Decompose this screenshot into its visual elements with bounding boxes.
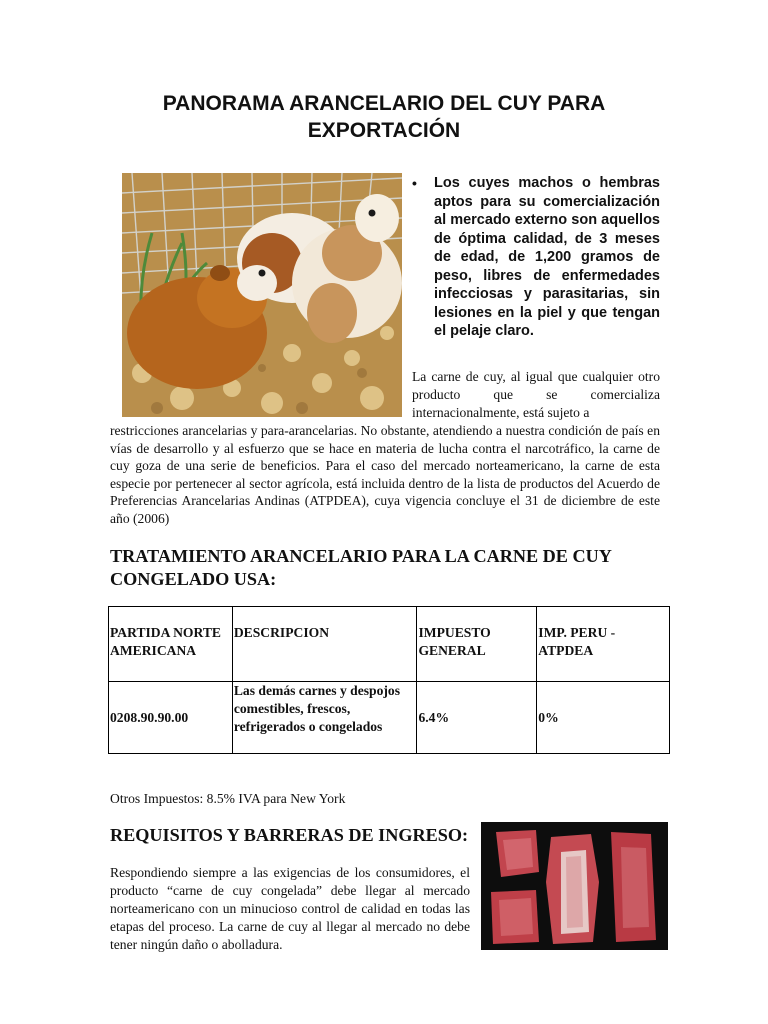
bullet-icon: • xyxy=(412,175,417,191)
paragraph-benefits: restricciones arancelarias y para-arancelarias. No obstante, atendiendo a nuestra condición de país en vías de desarrollo y al esfuerzo que se hace en materia de lucha contra el narcotráfico, la carne de cuy goza de una serie de beneficios. Para el caso del mercado norteamericano, la carne de esta especie por pertenecer al sector agrícola, está incluida dentro de la lista de productos del Acuerdo de Preferencias Arancelarias Andinas (ATPDEA), cuya vigencia concluye el 31 de diciembre de este año (2006) xyxy=(110,423,660,526)
table-row xyxy=(109,682,670,754)
frozen-meat-photo xyxy=(481,822,668,950)
table-header-cell: DESCRIPCION xyxy=(232,607,417,682)
other-taxes-note: Otros Impuestos: 8.5% IVA para New York xyxy=(110,791,346,806)
paragraph-requirements: Respondiendo siempre a las exigencias de los consumidores, el producto “carne de cuy congelada” debe llegar al mercado norteamericano con un minucioso control de calidad en todas las etapas del proceso. La carne de cuy al llegar al mercado no debe tener ningún daño o abolladura. xyxy=(110,865,470,952)
table-header-cell: IMP. PERU - ATPDEA xyxy=(537,607,670,682)
table-cell: 0% xyxy=(537,682,670,754)
table-header-cell: PARTIDA NORTE AMERICANA xyxy=(109,607,233,682)
section-heading-requirements: REQUISITOS Y BARRERAS DE INGRESO: xyxy=(110,825,469,845)
paragraph-intro: La carne de cuy, al igual que cualquier otro producto que se comercializa internacionalmente, está sujeto a xyxy=(412,369,660,420)
table-header-cell: IMPUESTO GENERAL xyxy=(417,607,537,682)
tariff-table xyxy=(108,606,670,754)
table-cell: Las demás carnes y despojos comestibles, frescos, refrigerados o congelados xyxy=(232,682,417,754)
section-heading-tariff: TRATAMIENTO ARANCELARIO PARA LA CARNE DE CUY CONGELADO USA: xyxy=(110,546,612,589)
guinea-pigs-photo xyxy=(122,173,402,417)
page-title: PANORAMA ARANCELARIO DEL CUY PARA EXPORTACIÓN xyxy=(162,92,606,142)
bullet-list xyxy=(412,174,660,341)
table-cell: 0208.90.90.00 xyxy=(109,682,233,754)
table-cell: 6.4% xyxy=(417,682,537,754)
bullet-item: Los cuyes machos o hembras aptos para su comercialización al mercado externo son aquellos de óptima calidad, de 3 meses de edad, de 1,200 gramos de peso, libres de enfermedades infecciosas y parasitarias, sin lesiones en la piel y que tengan el pelaje claro. xyxy=(434,175,660,339)
table-header-row xyxy=(109,607,670,682)
